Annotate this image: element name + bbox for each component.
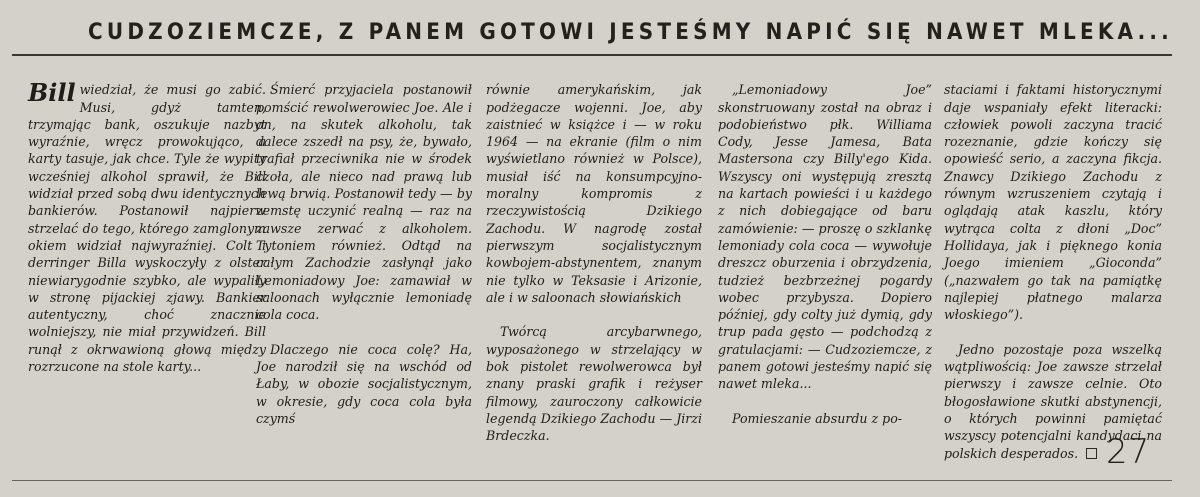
paragraph: staciami i faktami historycznymi daje wspaniały efekt literacki: człowiek powoli zaczyna tracić rozeznanie, gdzie kończy się opowieść serio, a zaczyna fikcja. Znawcy Dzikiego Zachodu z równym wzruszeniem czytają i oglądają atak kaszlu, który wytrąca colta z dłoni „Doc” Hollidaya, jak i pięknego konia Joego imieniem „Gioconda” („nazwałem go tak na pamiątkę najlepiej płatnego malarza włoskiego”). [944,82,1162,323]
text-column-5 [944,64,1162,479]
headline-rule [12,54,1172,56]
paragraph: równie amerykańskim, jak podżegacze wojenni. Joe, aby zaistnieć w książce i — w roku 1964 — na ekranie (film o nim wyświetlano również w Polsce), musiał iść na konsumpcyjno-moralny kompromis z rzeczywistością Dzikiego Zachodu. W nagrodę został pierwszym socjalistycznym kowbojem-abstynentem, znanym nie tylko w Teksasie i Arizonie, ale i w saloonach słowiańskich [486,82,702,305]
paragraph: „Lemoniadowy Joe” skonstruowany został na obraz i podobieństwo płk. Williama Cody, Jesse Jamesa, Bata Mastersona czy Billy'ego Kida. Wszyscy oni występują zresztą na kartach powieści i u każdego z nich dobiegające od baru zamówienie: — proszę o szklankę lemoniady cola coca — wywołuje dreszcz oburzenia i obrzydzenia, tudzież bezbrzeżnej pogardy wobec przybysza. Dopiero później, gdy colty już dymią, gdy trup pada gęsto — podchodzą z gratulacjami: — Cudzoziemcze, z panem gotowi jesteśmy napić się nawet mleka... [718,82,932,392]
end-of-article-square-icon [1086,448,1097,459]
text-column-4 [718,64,932,445]
bottom-rule [12,480,1172,481]
paragraph: Śmierć przyjaciela postanowił pomścić rewolwerowiec Joe. Ale i on, na skutek alkoholu, tak dalece zszedł na psy, że, bywało, trafiał przeciwnika nie w środek czoła, ale nieco nad prawą lub lewą brwią. Postanowił tedy — by zemstę uczynić realną — raz na zawsze zerwać z alkoholem. Tytoniem również. Odtąd na całym Zachodzie zasłynął jako Lemoniadowy Joe: zamawiał w saloonach wyłącznie lemoniadę cola coca. [256,82,472,323]
drop-cap: Bill [28,78,76,108]
article-headline: CUDZOZIEMCZE, Z PANEM GOTOWI JESTEŚMY NAPIĆ SIĘ NAWET MLEKA... [88,18,1173,45]
text-column-1 [28,64,266,393]
paragraph: Dlaczego nie coca colę? Ha, Joe narodził się na wschód od Łaby, w obozie socjalistycznym, w okresie, gdy coca cola była czymś [256,341,472,426]
text-column-2 [256,64,472,445]
paragraph-text: wiedział, że musi go zabić. Musi, gdyż tamten, trzymając bank, oszukuje nazbyt wyraźnie, wręcz prowokująco, a karty tasuje, jak chce. Tyle że wypity wcześniej alkohol sprawił, że Bill widział przed sobą dwu identycznych bankierów. Postanowił najpierw strzelać do tego, którego zamglonym okiem widział najwyraźniej. Colt i derringer Billa wyskoczyły z olster niewiarygodnie szybko, ale wypaliły w stronę pijackiej zjawy. Bankier autentyczny, choć znacznie wolniejszy, nie miał przywidzeń. Bill runął z okrwawioną głową między rozrzucone na stole karty... [28,82,266,375]
paragraph [28,78,266,375]
page-number: 27 [1106,432,1150,472]
text-column-3 [486,64,702,462]
paragraph: Twórcą arcybarwnego, wyposażonego w strzelający w bok pistolet rewolwerowca był znany praski grafik i reżyser filmowy, zauroczony całkowicie legendą Dzikiego Zachodu — Jirzi Brdeczka. [486,324,702,444]
paragraph-text: Jedno pozostaje poza wszelką wątpliwością: Joe zawsze strzelał pierwszy i zawsze celnie. Oto błogosławione skutki abstynencji, o których powinni pamiętać wszyscy potencjalni kandydaci na polskich desperados. [944,341,1162,461]
paragraph: Pomieszanie absurdu z po- [732,410,903,426]
